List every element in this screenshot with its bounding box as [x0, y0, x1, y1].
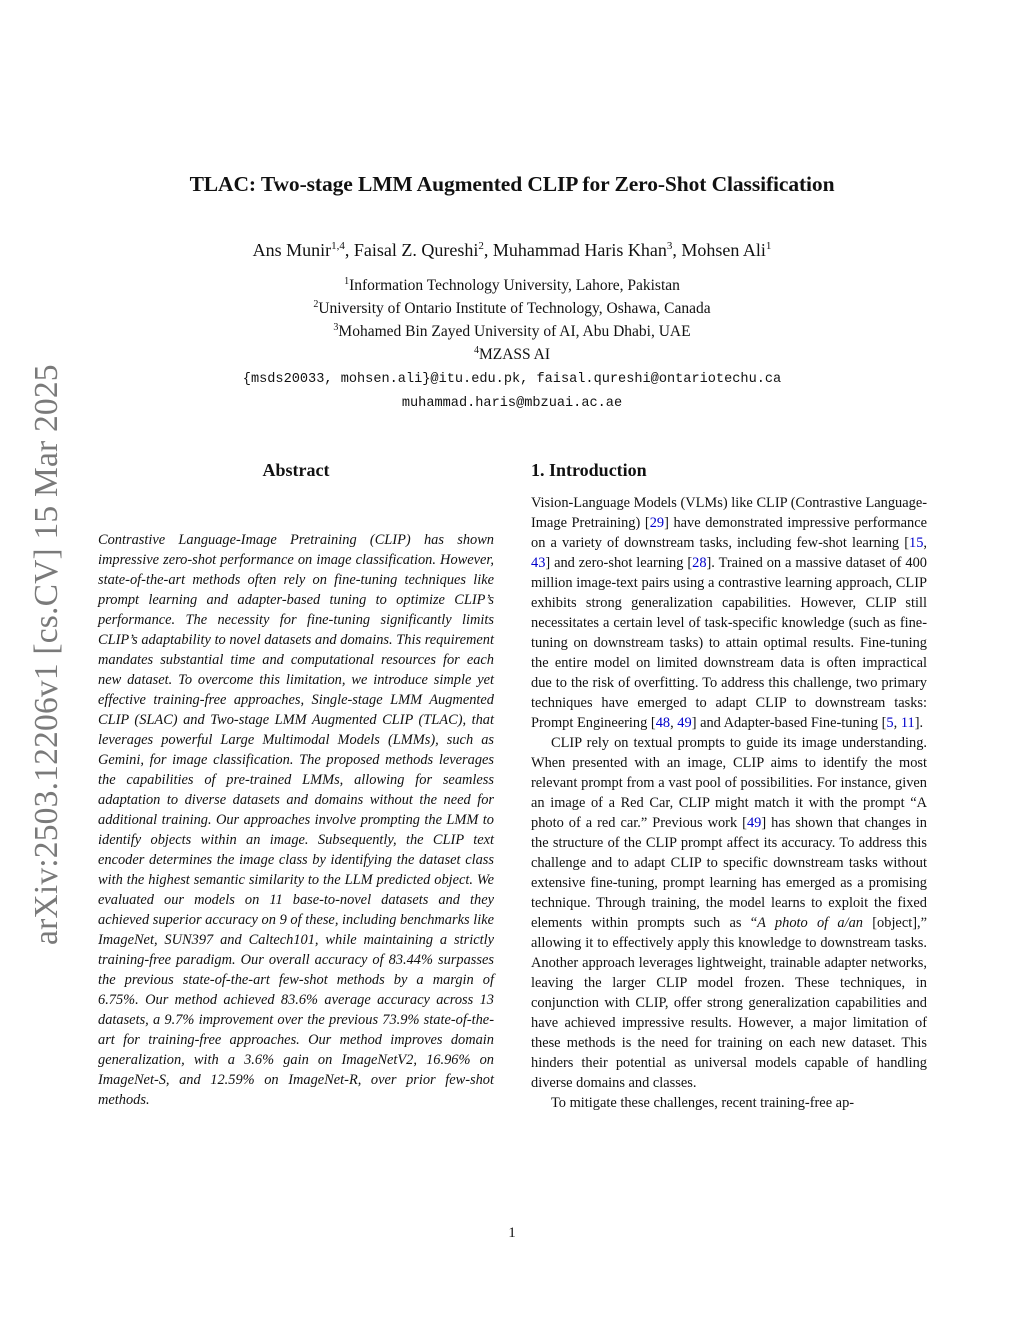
email-line-2: muhammad.haris@mbzuai.ac.ae	[401, 396, 623, 411]
author-affiliation-mark: 2	[478, 240, 484, 252]
citation-link[interactable]: 49	[677, 715, 692, 732]
abstract-body: Contrastive Language-Image Pretraining (CLIP) has shown impressive zero-shot performance on image classification. However, state-of-the-art methods often rely on fine-tuning techniques like prompt learning and adapter-based tuning to optimize CLIP’s performance. The necessity for fine-tuning significantly limits CLIP’s adaptability to novel datasets and domains. This requirement mandates substantial time and computational resources for each new dataset. To overcome this limitation, we introduce simple yet effective training-free approaches, Single-stage LMM Augmented CLIP (SLAC) and Two-stage LMM Augmented CLIP (TLAC), that leverages powerful Large Multimodal Models (LMMs), such as Gemini, for image classification. The proposed methods leverages the capabilities of pre-trained LMMs, allowing for seamless adaptation to diverse datasets and domains without the need for additional training. Our approaches involve prompting the LMM to identify objects within an image. Subsequently, the CLIP text encoder determines the image class by identifying the dataset class with the highest semantic similarity to the LLM predicted object. We evaluated our models on 11 base-to-novel datasets and they achieved superior accuracy on 9 of these, including benchmarks like ImageNet, SUN397 and Caltech101, while maintaining a strictly training-free paradigm. Our overall accuracy of 83.44% surpasses the previous state-of-the-art few-shot methods by a margin of 6.75%. Our method achieved 83.6% average accuracy across 13 datasets, a 9.7% improvement over the previous 73.9% state-of-the-art for training-free approaches. Our method improves domain generalization, with a 3.6% gain on ImageNetV2, 16.96% on ImageNet-S, and 12.59% on ImageNet-R, over prior few-shot methods.	[98, 532, 494, 1109]
paper-title: TLAC: Two-stage LMM Augmented CLIP for Zero-Shot Classification	[189, 172, 835, 196]
introduction-heading: 1. Introduction	[531, 460, 647, 480]
author-name: Faisal Z. Qureshi	[353, 240, 479, 260]
citation-link[interactable]: 11	[900, 715, 915, 732]
citation-link[interactable]: 49	[746, 815, 762, 832]
citation-link[interactable]: 15	[909, 535, 924, 552]
affiliation-1: $^1$Information Technology University, Lahore, Pakistan	[344, 276, 680, 295]
affiliation-2: $^2$University of Ontario Institute of Technology, Oshawa, Canada	[313, 299, 711, 318]
intro-paragraph: Vision-Language Models (VLMs) like CLIP (Contrastive Language-Image Pretraining) [29] have demonstrated impressive performance on a variety of downstream tasks, including few-shot learning [15, 43] and zero-shot learning [28]. Trained on a massive dataset of 400 million image-text pairs using a contrastive learning approach, CLIP exhibits strong generalization capabilities. However, CLIP still necessitates a certain level of task-specific knowledge (such as fine-tuning on downstream tasks) to attain optimal results. Fine-tuning the entire model on limited downstream data is often impractical due to the risk of overfitting. To address this challenge, two primary techniques have emerged to adapt CLIP to downstream tasks: Prompt Engineering [48, 49] and Adapter-based Fine-tuning [5, 11].	[531, 495, 927, 732]
arxiv-identifier: arXiv:2503.12206v1 [cs.CV] 15 Mar 2025	[28, 364, 65, 945]
page-number: 1	[508, 1225, 516, 1241]
citation-link[interactable]: 48	[655, 715, 671, 732]
citation-link[interactable]: 28	[692, 555, 707, 572]
abstract-heading: Abstract	[262, 460, 330, 480]
email-line-1: {msds20033, mohsen.ali}@itu.edu.pk, faisal.qureshi@ontariotechu.ca	[242, 372, 782, 387]
author-name: Muhammad Haris Khan	[492, 240, 667, 260]
author-name: Ans Munir	[252, 240, 332, 260]
citation-link[interactable]: 29	[649, 515, 665, 532]
intro-paragraph: CLIP rely on textual prompts to guide its image understanding. When presented with an image, CLIP aims to identify the most relevant prompt from a vast pool of possibilities. For instance, given an image of a Red Car, CLIP might match it with the prompt “A photo of a red car.” Previous work [49] has shown that changes in the structure of the CLIP prompt affect its accuracy. To address this challenge and to adapt CLIP to specific downstream tasks without extensive fine-tuning, prompt learning has emerged as a promising technique. Through training, the model learns to exploit the fixed elements within prompts such as “A photo of a/an [object],” allowing it to effectively apply this knowledge to downstream tasks. Another approach leverages lightweight, trainable adapter networks, leaving the larger CLIP model frozen. These techniques, in conjunction with CLIP, offer strong generalization capabilities and have achieved impressive results. However, a major limitation of these methods is the need for training on each new dataset. This hinders their potential as universal models capable of handling diverse domains and classes.	[531, 735, 927, 1092]
author-affiliation-mark: 1	[765, 240, 772, 252]
introduction-body	[531, 493, 927, 1113]
author-affiliation-mark: 3	[666, 240, 673, 252]
author-affiliation-mark: 1,4	[331, 240, 345, 252]
citation-link[interactable]: 5	[886, 715, 894, 732]
affiliation-3: $^3$Mohamed Bin Zayed University of AI, Abu Dhabi, UAE	[333, 322, 691, 341]
author-name: Mohsen Ali	[681, 240, 766, 260]
author-list: Ans Munir$^{1,4}$, Faisal Z. Qureshi$^2$, Muhammad Haris Khan$^3$, Mohsen Ali$^1$	[252, 240, 772, 260]
citation-link[interactable]: 43	[531, 555, 546, 572]
intro-paragraph: To mitigate these challenges, recent training-free ap-	[551, 1095, 855, 1112]
affiliation-4: $^4$MZASS AI	[473, 345, 551, 364]
